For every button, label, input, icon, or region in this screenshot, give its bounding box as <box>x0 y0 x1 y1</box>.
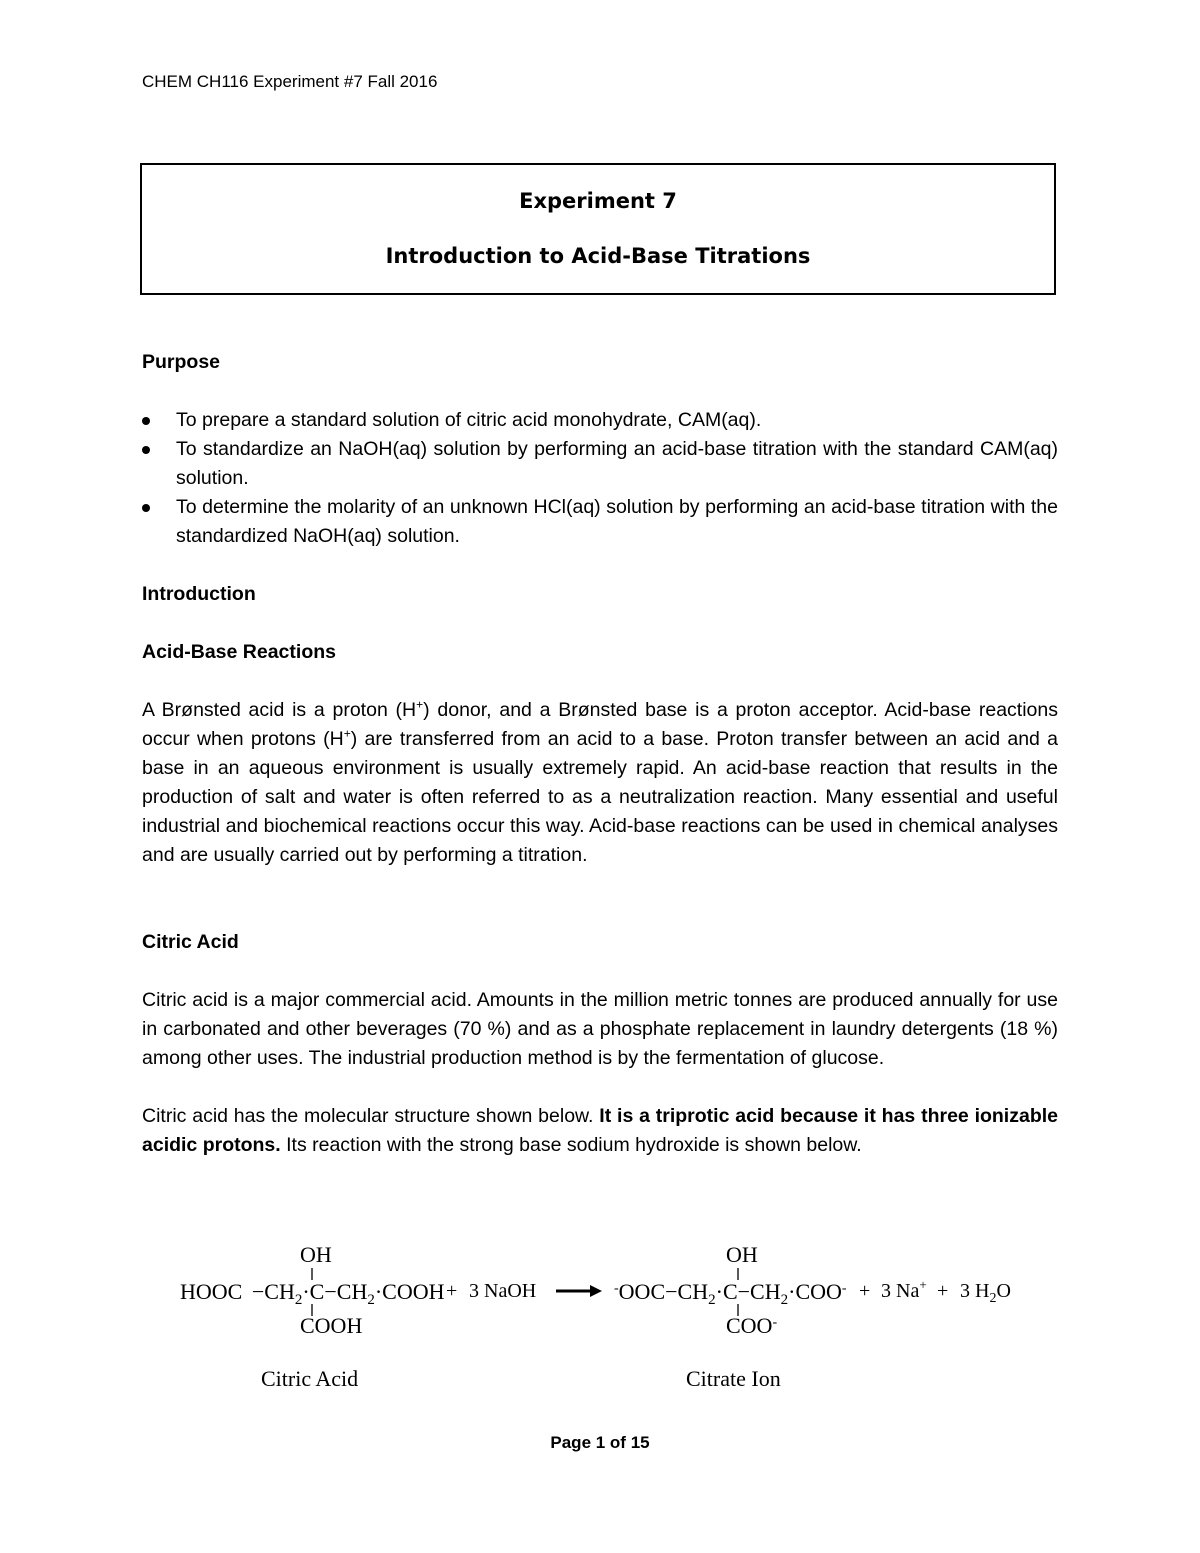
citrate-chain-label: $^-OOC-CH_2\cdot C-CH_2\cdot COO^-$ <box>614 1279 847 1308</box>
sodium-ion-label: 3 Na+ <box>881 1277 927 1302</box>
acid-base-paragraph: A Brønsted acid is a proton (H+) donor, and a Brønsted base is a proton acceptor. Acid-base reactions occur when protons (H+) are transferred from an acid to a base. Proton transfer between an acid and a base in an aqueous environment is usually extremely rapid. An acid-base reaction that results in the production of salt and water is often referred to as a neutralization reaction. Many essential and useful industrial and biochemical reactions occur this way. Acid-base reactions can be used in chemical analyses and are usually carried out by performing a titration. <box>142 697 1058 866</box>
running-header: CHEM CH116 Experiment #7 Fall 2016 <box>142 72 438 91</box>
plus-sign-2: + <box>859 1280 871 1302</box>
citric-acid-paragraph-1: Citric acid is a major commercial acid. Amounts in the million metric tonnes are produced annually for use in carbonated and other beverages (70 %) and as a phosphate replacement in laundry detergents (18 %) among other uses. The industrial production method is by the fermentation of glucose. <box>142 989 1058 1069</box>
citric-acid-heading: Citric Acid <box>142 931 239 953</box>
citrate-coo-bottom: COO- <box>726 1313 778 1338</box>
introduction-heading: Introduction <box>142 583 256 605</box>
citric-acid-label: Citric Acid <box>261 1366 359 1391</box>
purpose-item: To standardize an NaOH(aq) solution by performing an acid-base titration with the standard CAM(aq) solution. <box>142 435 1058 493</box>
citric-oh-label: OH <box>300 1242 332 1267</box>
purpose-item: To prepare a standard solution of citric acid monohydrate, CAM(aq). <box>142 406 1058 435</box>
citrate-ion-label: Citrate Ion <box>686 1366 781 1391</box>
citric-cooh-bottom: COOH <box>300 1313 363 1338</box>
experiment-number: Experiment 7 <box>519 189 677 213</box>
bullet-icon <box>142 446 150 454</box>
acid-base-reactions-heading: Acid-Base Reactions <box>142 641 336 663</box>
citrate-oh-label: OH <box>726 1242 758 1267</box>
bullet-icon <box>142 504 150 512</box>
reaction-arrow-icon <box>590 1285 602 1297</box>
title-box <box>140 163 1056 295</box>
page-number: Page 1 of 15 <box>550 1433 650 1452</box>
body-content <box>142 348 1058 1160</box>
plus-sign: + <box>446 1280 458 1302</box>
purpose-heading: Purpose <box>142 351 221 373</box>
purpose-list <box>142 406 1058 551</box>
citric-chain-label: HOOC $-CH_2\cdot C-CH_2\cdot COOH$ <box>180 1279 445 1308</box>
purpose-item: To determine the molarity of an unknown HCl(aq) solution by performing an acid-base titration with the standardized NaOH(aq) solution. <box>142 493 1058 551</box>
water-label: 3 $H_2O$ <box>960 1280 1011 1306</box>
experiment-title: Introduction to Acid-Base Titrations <box>385 244 811 268</box>
citric-acid-paragraph-2: Citric acid has the molecular structure shown below. It is a triprotic acid because it has three ionizable acidic protons. Its reaction with the strong base sodium hydroxide is shown below. <box>142 1105 1058 1156</box>
plus-sign-3: + <box>937 1280 949 1302</box>
bullet-icon <box>142 417 150 425</box>
naoh-label: 3 NaOH <box>469 1280 537 1302</box>
